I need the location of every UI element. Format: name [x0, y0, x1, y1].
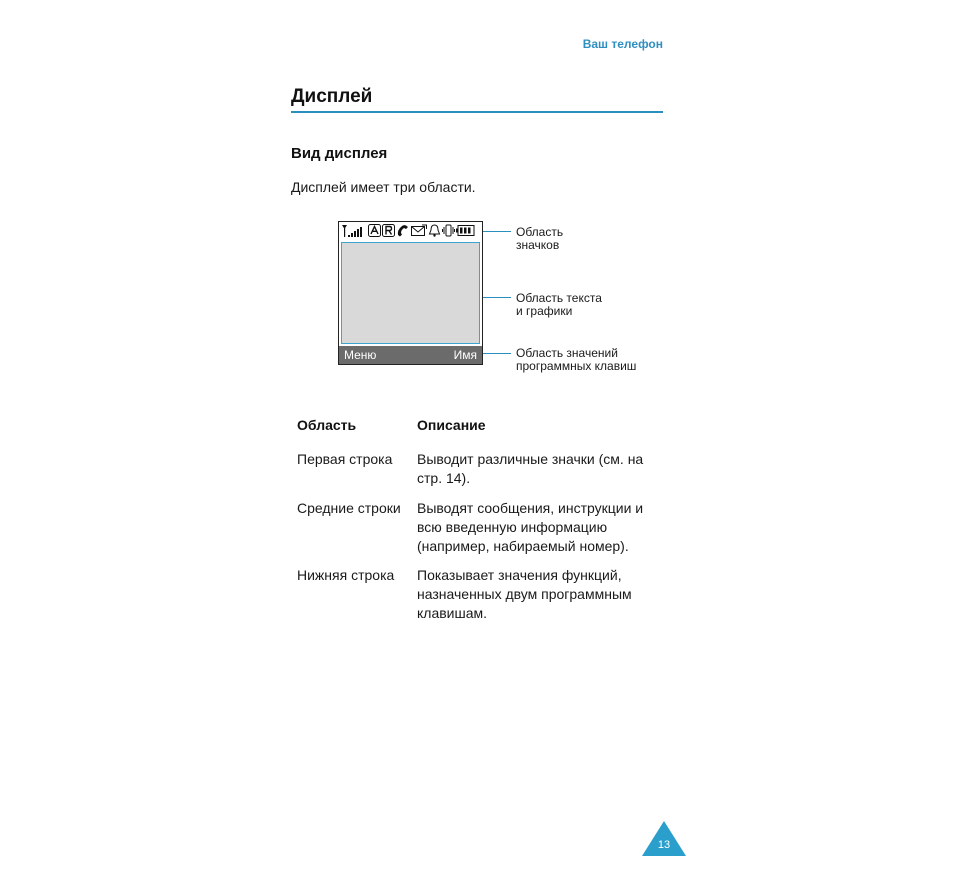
running-header: Ваш телефон [582, 37, 663, 51]
icon-area [339, 222, 482, 239]
subsection-title: Вид дисплея [291, 145, 388, 162]
table-row-description: Выводят сообщения, инструкции и всю введенную информацию (например, набираемый номер). [417, 500, 644, 554]
text-graphics-area [341, 242, 480, 344]
vibrate-icon [442, 224, 455, 237]
callout-softkey-area: Область значений программных клавиш [516, 346, 637, 373]
table-header-area: Область [297, 417, 357, 433]
message-icon [411, 224, 427, 237]
alarm-bell-icon [428, 224, 441, 237]
table-row-area: Средние строки [297, 500, 401, 516]
table-row-area: Первая строка [297, 451, 393, 467]
callout-icon-area: Область значков [516, 225, 564, 252]
title-underline [291, 111, 663, 113]
table-row-description: Показывает значения функций, назначенных двум программным клавишам. [417, 567, 632, 621]
table-header-description: Описание [417, 417, 486, 433]
letter-r-icon [382, 224, 395, 237]
callout-text-area: Область текста и графики [516, 291, 602, 318]
table-row-area: Нижняя строка [297, 567, 395, 583]
table-row-description: Выводит различные значки (см. на стр. 14). [417, 451, 644, 486]
callout-leader-icons [483, 231, 511, 232]
call-icon [396, 224, 410, 237]
callout-leader-softkeys [483, 353, 511, 354]
page-number-badge [641, 820, 687, 857]
softkey-right-label: Имя [453, 348, 477, 362]
letter-a-icon [368, 224, 381, 237]
softkey-bar [339, 346, 482, 364]
intro-paragraph: Дисплей имеет три области. [291, 179, 476, 195]
callout-leader-text [483, 297, 511, 298]
softkey-left-label: Меню [344, 348, 377, 362]
battery-icon [456, 224, 475, 237]
section-title: Дисплей [291, 86, 373, 107]
phone-display-diagram [338, 221, 483, 365]
page-number: 13 [657, 839, 671, 851]
signal-strength-icon [341, 224, 367, 237]
